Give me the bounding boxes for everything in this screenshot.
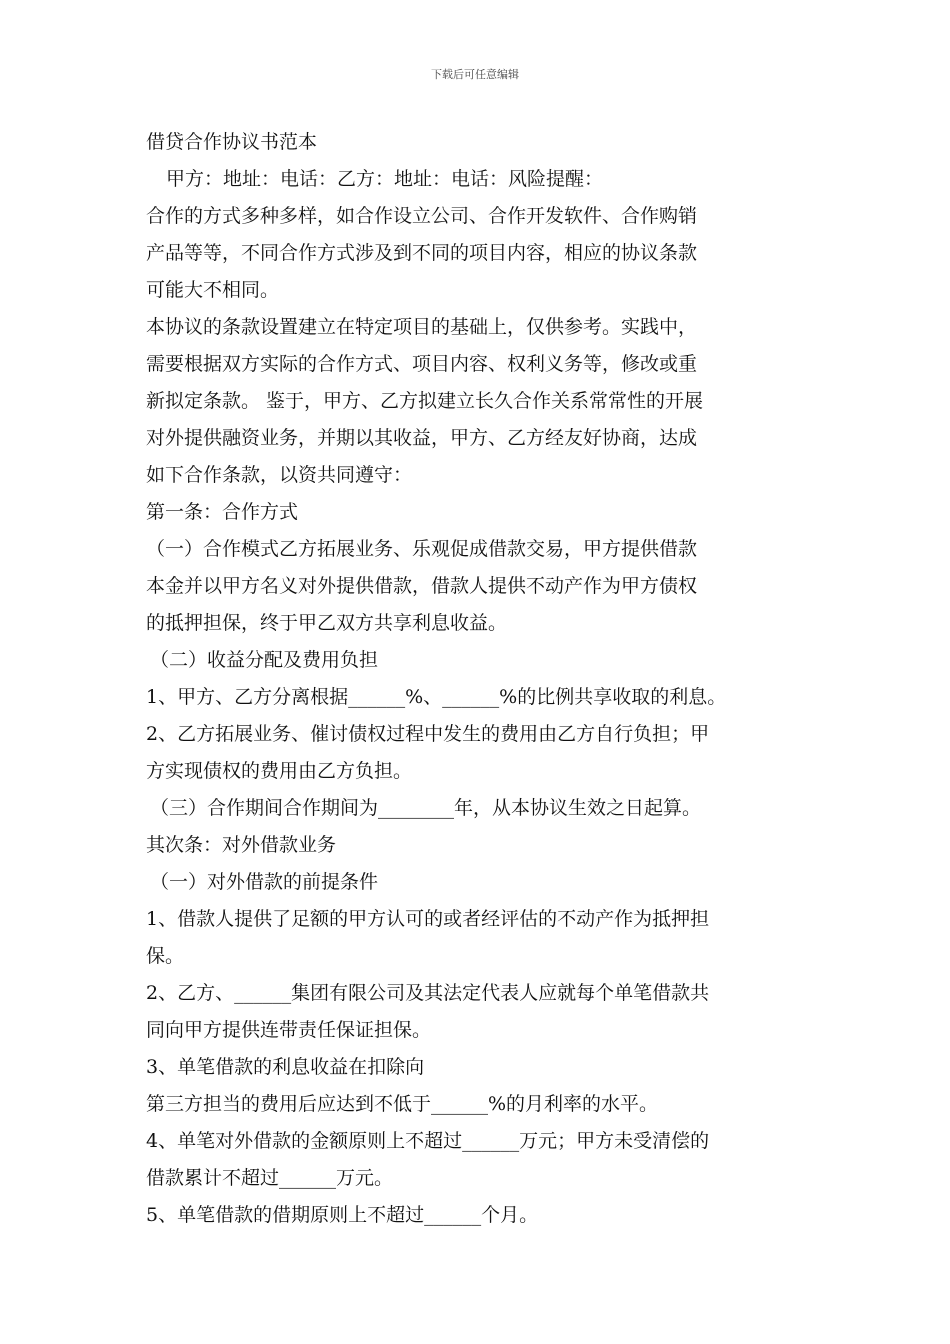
parties-line: 甲方：地址：电话：乙方：地址：电话：风险提醒： bbox=[166, 168, 604, 190]
clause-line: 4、单笔对外借款的金额原则上不超过______万元；甲方未受清偿的 bbox=[146, 1130, 710, 1152]
article-heading: 其次条：对外借款业务 bbox=[146, 834, 337, 856]
paragraph-line: 第三方担当的费用后应达到不低于______%的月利率的水平。 bbox=[146, 1093, 659, 1115]
clause-line: 5、单笔借款的借期原则上不超过______个月。 bbox=[146, 1204, 539, 1226]
paragraph-line: 可能大不相同。 bbox=[146, 279, 280, 301]
paragraph-line: 同向甲方提供连带责任保证担保。 bbox=[146, 1019, 432, 1041]
section-line: （一）合作模式乙方拓展业务、乐观促成借款交易，甲方提供借款 bbox=[146, 538, 698, 560]
article-heading: 第一条：合作方式 bbox=[146, 501, 299, 523]
page-header: 下载后可任意编辑 bbox=[431, 68, 519, 81]
section-heading: （三）合作期间合作期间为________年，从本协议生效之日起算。 bbox=[150, 797, 702, 819]
clause-line: 2、乙方、______集团有限公司及其法定代表人应就每个单笔借款共 bbox=[146, 982, 710, 1004]
clause-line: 3、单笔借款的利息收益在扣除向 bbox=[146, 1056, 425, 1078]
section-heading: （一）对外借款的前提条件 bbox=[150, 871, 379, 893]
paragraph-line: 新拟定条款。 鉴于，甲方、乙方拟建立长久合作关系常常性的开展 bbox=[146, 390, 704, 412]
paragraph-line: 借款累计不超过______万元。 bbox=[146, 1167, 394, 1189]
clause-line: 1、借款人提供了足额的甲方认可的或者经评估的不动产作为抵押担 bbox=[146, 908, 710, 930]
paragraph-line: 方实现债权的费用由乙方负担。 bbox=[146, 760, 413, 782]
clause-line: 2、乙方拓展业务、催讨债权过程中发生的费用由乙方自行负担；甲 bbox=[146, 723, 710, 745]
paragraph-line: 保。 bbox=[146, 945, 185, 967]
paragraph-line: 如下合作条款，以资共同遵守： bbox=[146, 464, 413, 486]
paragraph-line: 本金并以甲方名义对外提供借款，借款人提供不动产作为甲方债权 bbox=[146, 575, 698, 597]
paragraph-line: 产品等等，不同合作方式涉及到不同的项目内容，相应的协议条款 bbox=[146, 242, 698, 264]
document-title: 借贷合作协议书范本 bbox=[146, 131, 318, 153]
paragraph-line: 的抵押担保，终于甲乙双方共享利息收益。 bbox=[146, 612, 508, 634]
section-heading: （二）收益分配及费用负担 bbox=[150, 649, 379, 671]
paragraph-line: 合作的方式多种多样，如合作设立公司、合作开发软件、合作购销 bbox=[146, 205, 698, 227]
paragraph-line: 需要根据双方实际的合作方式、项目内容、权利义务等，修改或重 bbox=[146, 353, 698, 375]
paragraph-line: 本协议的条款设置建立在特定项目的基础上，仅供参考。实践中， bbox=[146, 316, 698, 338]
clause-line: 1、甲方、乙方分离根据______%、______%的比例共享收取的利息。 bbox=[146, 686, 727, 708]
document-body bbox=[146, 124, 811, 1234]
paragraph-line: 对外提供融资业务，并期以其收益，甲方、乙方经友好协商，达成 bbox=[146, 427, 698, 449]
